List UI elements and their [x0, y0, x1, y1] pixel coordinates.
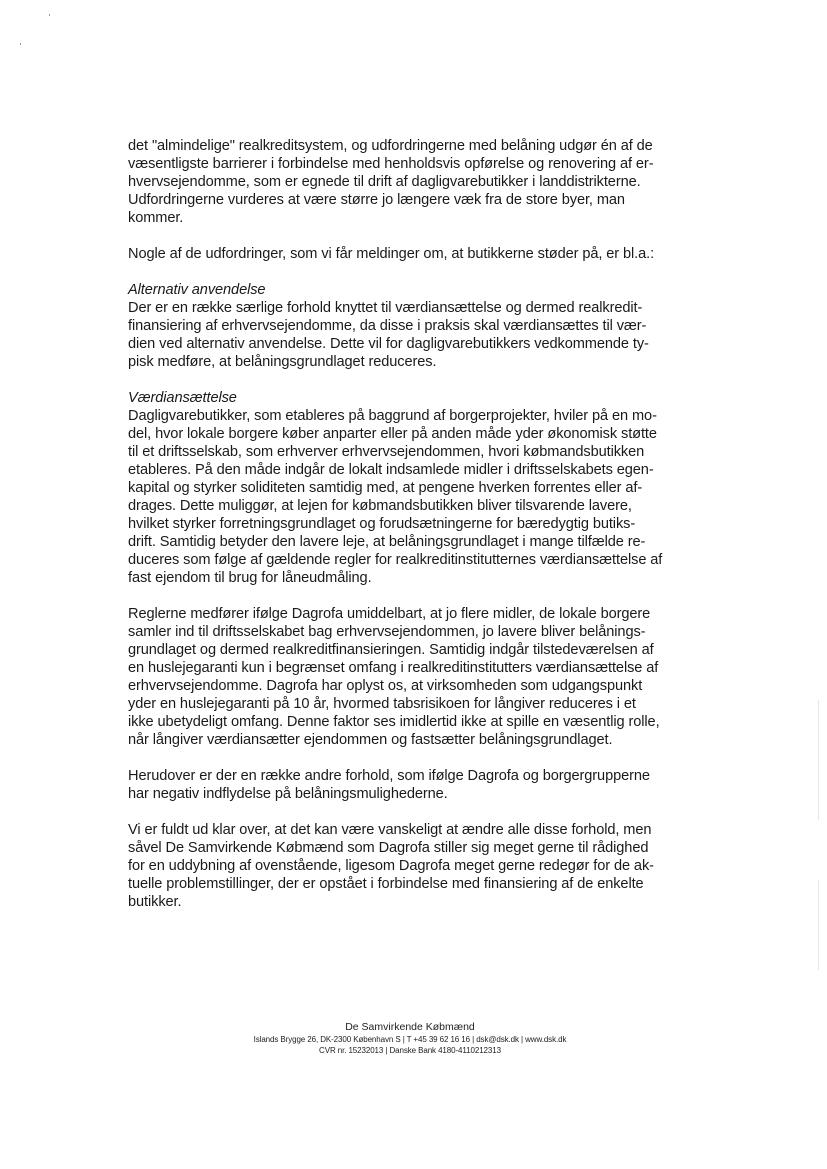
letter-body	[128, 137, 700, 929]
footer-organization: De Samvirkende Købmænd	[345, 1021, 475, 1033]
section-paragraph: Der er en række særlige forhold knyttet til værdiansættelse og dermed realkredit- finansiering af erhvervsejendomme, da disse i praksis skal værdiansættes til vær- dien ved alternativ anvendelse. Dette vil for dagligvarebutikkers vedkommende ty- pisk medføre, at belåningsgrundlaget reduceres.	[128, 300, 649, 370]
body-paragraph: det "almindelige" realkreditsystem, og udfordringerne med belåning udgør én af de væsentligste barrierer i forbindelse med henholdsvis opførelse og renovering af er- hvervsejendomme, som er egnede til drift af dagligvarebutikker i landdistrikterne. Udfordringerne vurderes at være større jo længere væk fra de store byer, man kommer.	[128, 138, 654, 226]
section-heading: Alternativ anvendelse	[128, 282, 266, 298]
body-paragraph: Herudover er der en række andre forhold, som ifølge Dagrofa og borgergrupperne har negativ indflydelse på belåningsmulighederne.	[128, 768, 650, 802]
scan-edge-mark	[818, 700, 819, 820]
letterhead-footer	[200, 1021, 620, 1056]
section-alternative-use	[128, 281, 700, 371]
section-paragraph: Dagligvarebutikker, som etableres på baggrund af borgerprojekter, hviler på en mo- del, hvor lokale borgere køber anparter eller på anden måde yder økonomisk støtte til et driftsselskab, som erhverver erhvervsejendommen, hvori købmandsbutikken etableres. På den måde indgår de lokalt indsamlede midler i driftsselskabets egen- kapital og styrker soliditeten samtidig med, at pengene hverken forrentes eller af- drages. Dette muliggør, at lejen for købmandsbutikken bliver tilsvarende lavere, hvilket styrker forretningsgrundlaget og forudsætningerne for bæredygtig butiks- drift. Samtidig betyder den lavere leje, at belåningsgrundlaget i mange tilfælde re- duceres som følge af gældende regler for realkreditinstitutternes værdiansættelse af fast ejendom til brug for låneudmåling.	[128, 408, 663, 586]
section-valuation	[128, 389, 700, 587]
body-paragraph: Vi er fuldt ud klar over, at det kan være vanskeligt at ændre alle disse forhold, men såvel De Samvirkende Købmænd som Dagrofa stiller sig meget gerne til rådighed for en uddybning af ovenstående, ligesom Dagrofa meget gerne redegør for de ak- tuelle problemstillinger, der er opstået i forbindelse med finansiering af de enkelte butikker.	[128, 822, 654, 910]
scan-speck	[49, 14, 50, 16]
footer-registration: CVR nr. 15232013 | Danske Bank 4180-4110212313	[319, 1046, 501, 1055]
scan-speck	[20, 43, 21, 45]
scan-edge-mark	[818, 880, 819, 970]
body-paragraph: Nogle af de udfordringer, som vi får meldinger om, at butikkerne støder på, er bl.a.:	[128, 246, 655, 262]
body-paragraph: Reglerne medfører ifølge Dagrofa umiddelbart, at jo flere midler, de lokale borgere samler ind til driftsselskabet bag erhvervsejendommen, jo lavere bliver belånings- grundlaget og dermed realkreditfinansieringen. Samtidig indgår tilstedeværelsen af en huslejegaranti kun i begrænset omfang i realkreditinstitutters værdiansættelse af erhvervsejendomme. Dagrofa har oplyst os, at virksomheden som udgangspunkt yder en huslejegaranti på 10 år, hvormed tabsrisikoen for långiver reduceres i et ikke ubetydeligt omfang. Denne faktor ses imidlertid ikke at spille en væsentlig rolle, når långiver værdiansætter ejendommen og fastsætter belåningsgrundlaget.	[128, 606, 660, 748]
section-heading: Værdiansættelse	[128, 390, 237, 406]
footer-address: Islands Brygge 26, DK-2300 København S | T +45 39 62 16 16 | dsk@dsk.dk | www.dsk.dk	[253, 1035, 567, 1044]
